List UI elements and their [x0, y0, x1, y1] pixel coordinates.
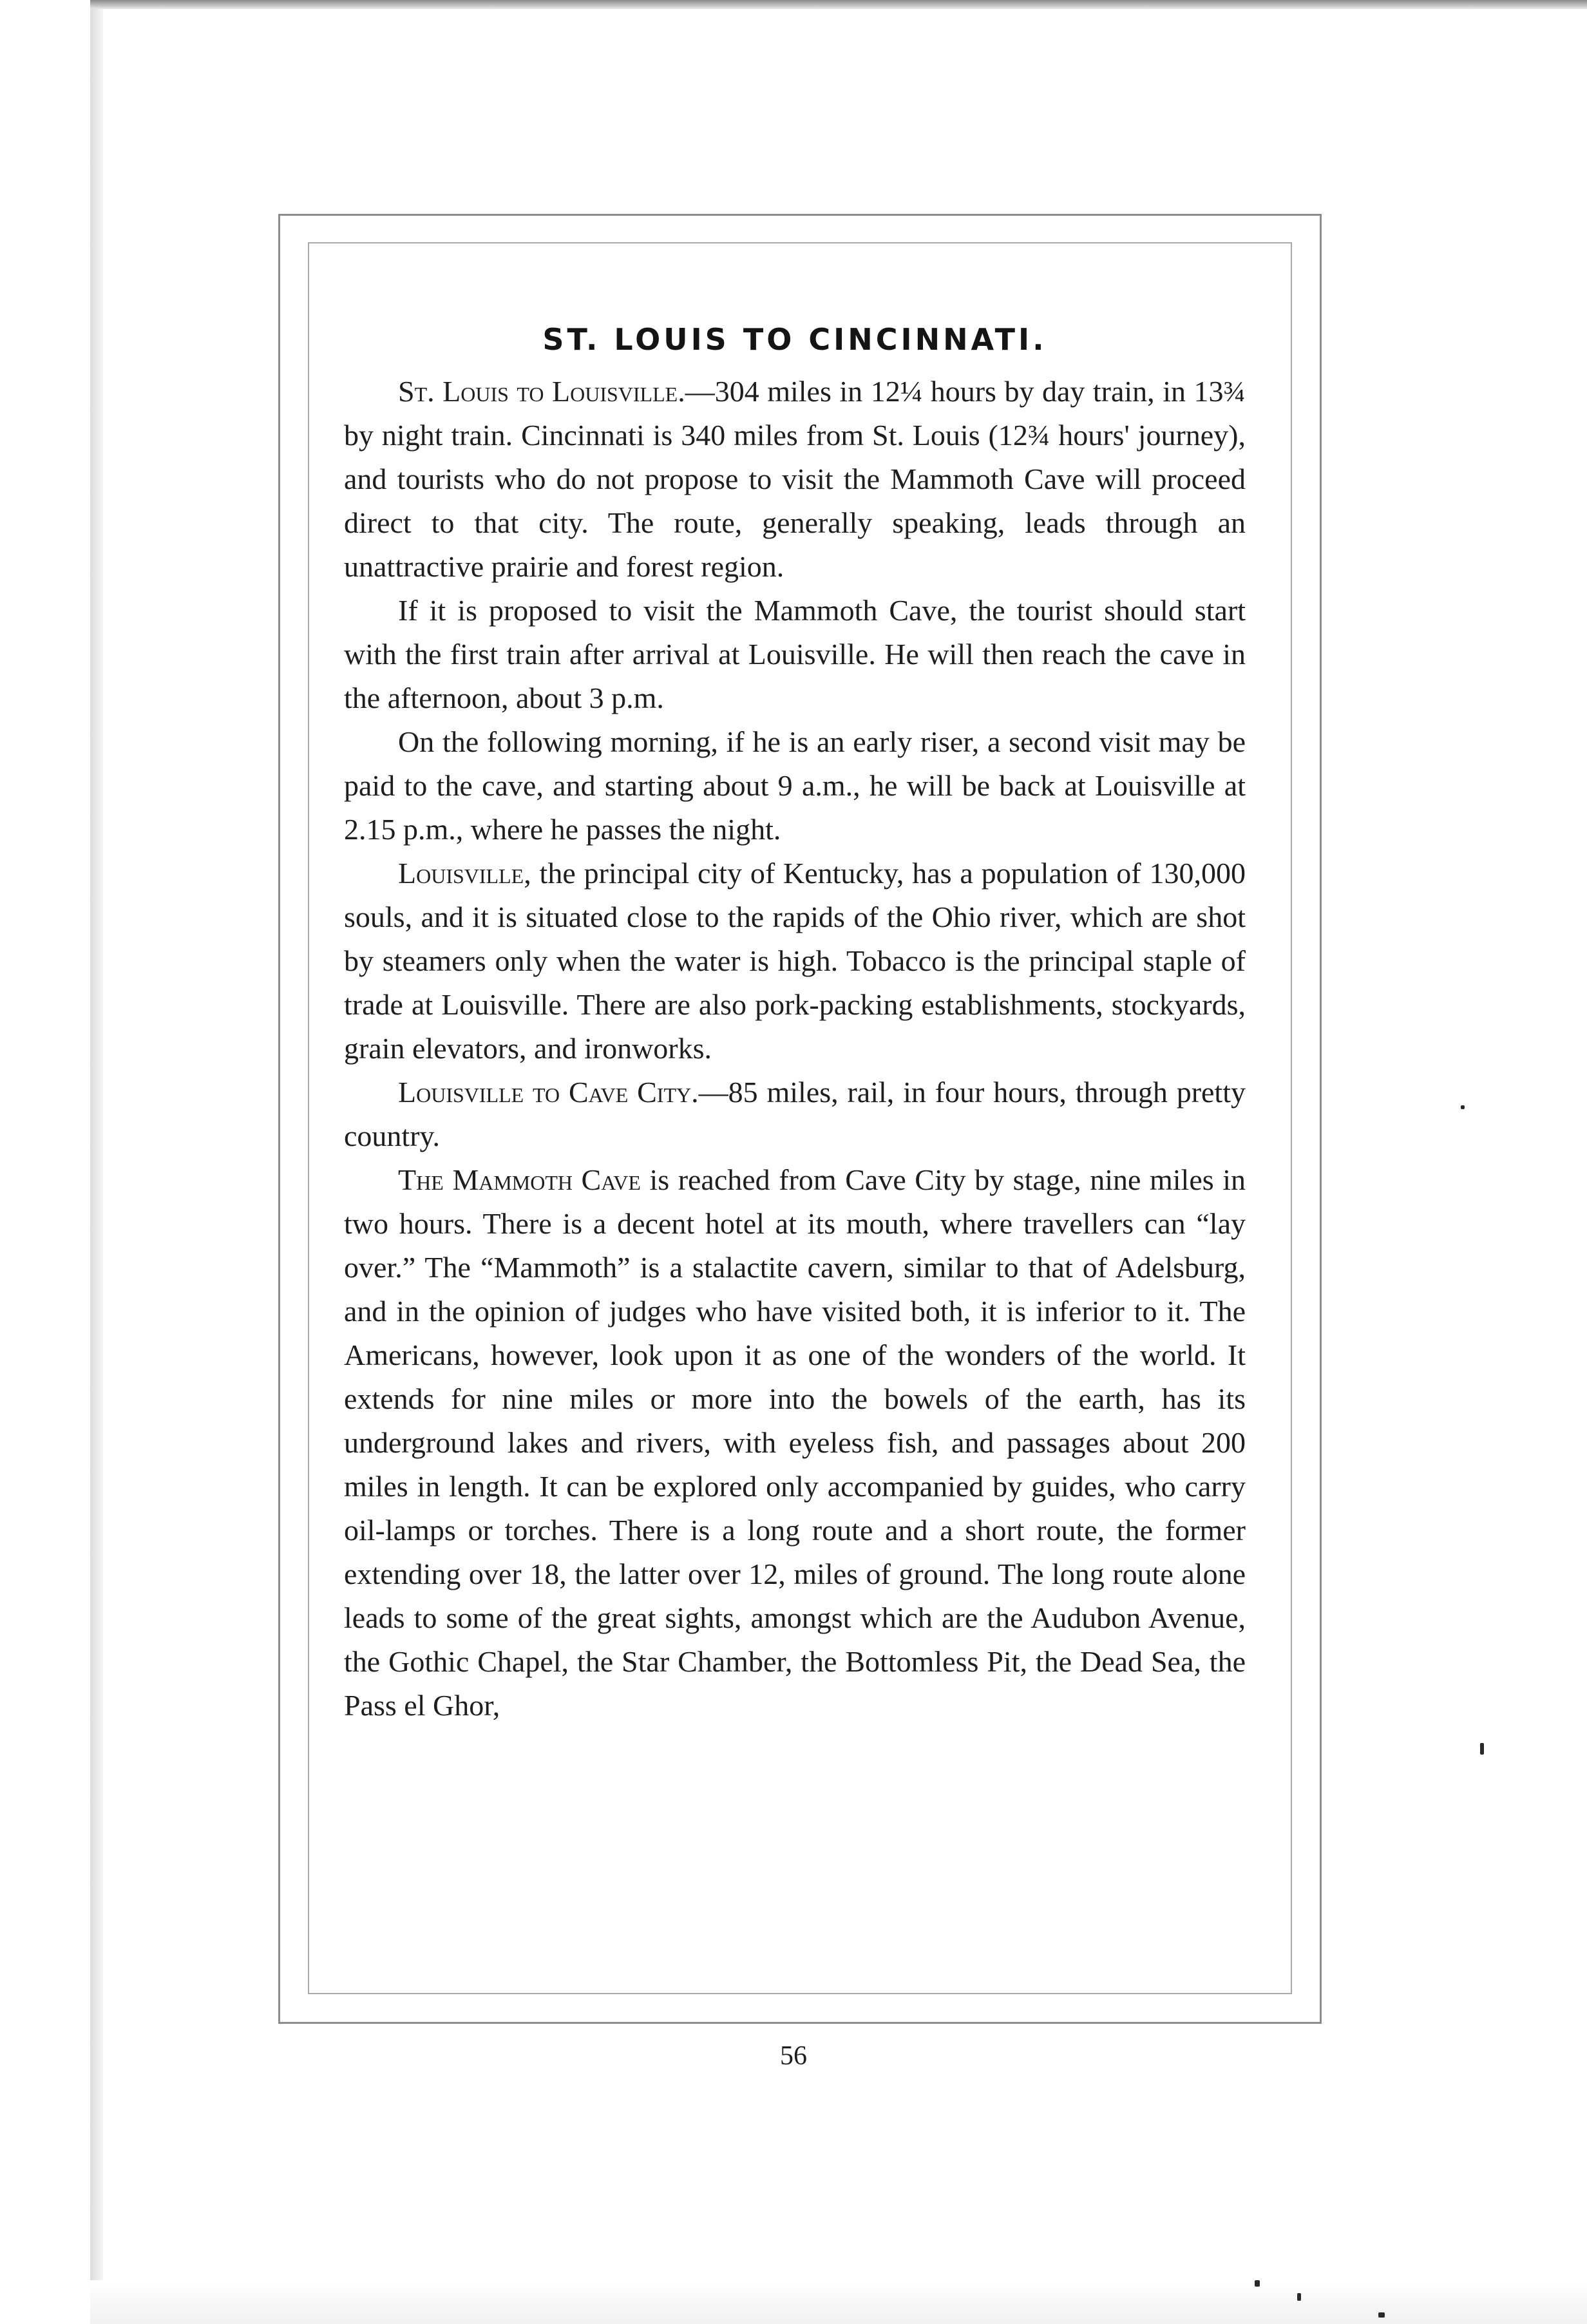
scan-speck: [1461, 1105, 1465, 1109]
paragraph: [344, 589, 1246, 720]
paragraph-text: , the principal city of Kentucky, has a population of 130,000 souls, and it is situated close to the rapids of the Ohio river, which are shot by steamers only when the water is high. Tobacco is the principal staple of trade at Louisville. There are also pork-packing establishments, stockyards, grain elevators, and ironworks.: [344, 857, 1246, 1065]
paragraph-lead: Louisville: [398, 857, 524, 890]
page-number: 56: [780, 2041, 807, 2071]
text-block: [344, 322, 1246, 1728]
scan-speck: [1255, 2280, 1260, 2287]
paragraph-text: On the following morning, if he is an early riser, a second visit may be paid to the cave, and starting about 9 a.m., he will be back at Louisville at 2.15 p.m., where he passes the night.: [344, 725, 1246, 846]
paragraph: [344, 720, 1246, 852]
paragraph-lead: St. Louis to Louisville.: [398, 375, 685, 408]
scan-top-edge: [90, 0, 1587, 9]
paragraph-text: is reached from Cave City by stage, nine miles in two hours. There is a decent hotel at its mouth, where travellers can “lay over.” The “Mammoth” is a stalactite cavern, similar to that of Adelsburg, and in the opinion of judges who have visited both, it is inferior to it. The Americans, however, look upon it as one of the wonders of the world. It extends for nine miles or more into the bowels of the earth, has its underground lakes and rivers, with eyeless fish, and passages about 200 miles in length. It can be explored only accompanied by guides, who carry oil-lamps or torches. There is a long route and a short route, the former extending over 18, the latter over 12, miles of ground. The long route alone leads to some of the great sights, amongst which are the Audubon Avenue, the Gothic Chapel, the Star Chamber, the Bottomless Pit, the Dead Sea, the Pass el Ghor,: [344, 1163, 1246, 1722]
paragraph-text: —304 miles in 12¼ hours by day train, in 13¾ by night train. Cincinnati is 340 miles from St. Louis (12¾ hours' journey), and tourists who do not propose to visit the Mammoth Cave will proceed direct to that city. The route, generally speaking, leads through an unattractive prairie and forest region.: [344, 375, 1246, 583]
paragraph-text: —85 miles, rail, in four hours, through pretty country.: [344, 1076, 1246, 1152]
paragraph: [344, 1071, 1246, 1158]
page-title: ST. LOUIS TO CINCINNATI.: [542, 322, 1047, 357]
scan-left-edge: [90, 0, 103, 2324]
scan-speck: [1297, 2293, 1301, 2301]
paragraph: [344, 370, 1246, 589]
scan-bottom-edge: [90, 2280, 1587, 2324]
paragraph: [344, 852, 1246, 1071]
paragraph: [344, 1158, 1246, 1728]
paragraph-text: If it is proposed to visit the Mammoth Cave, the tourist should start with the first train after arrival at Louisville. He will then reach the cave in the afternoon, about 3 p.m.: [344, 594, 1246, 714]
scan-speck: [1480, 1743, 1484, 1755]
scan-speck: [1378, 2312, 1385, 2318]
paragraph-lead: The Mammoth Cave: [398, 1163, 641, 1196]
paragraph-lead: Louisville to Cave City.: [398, 1076, 699, 1109]
